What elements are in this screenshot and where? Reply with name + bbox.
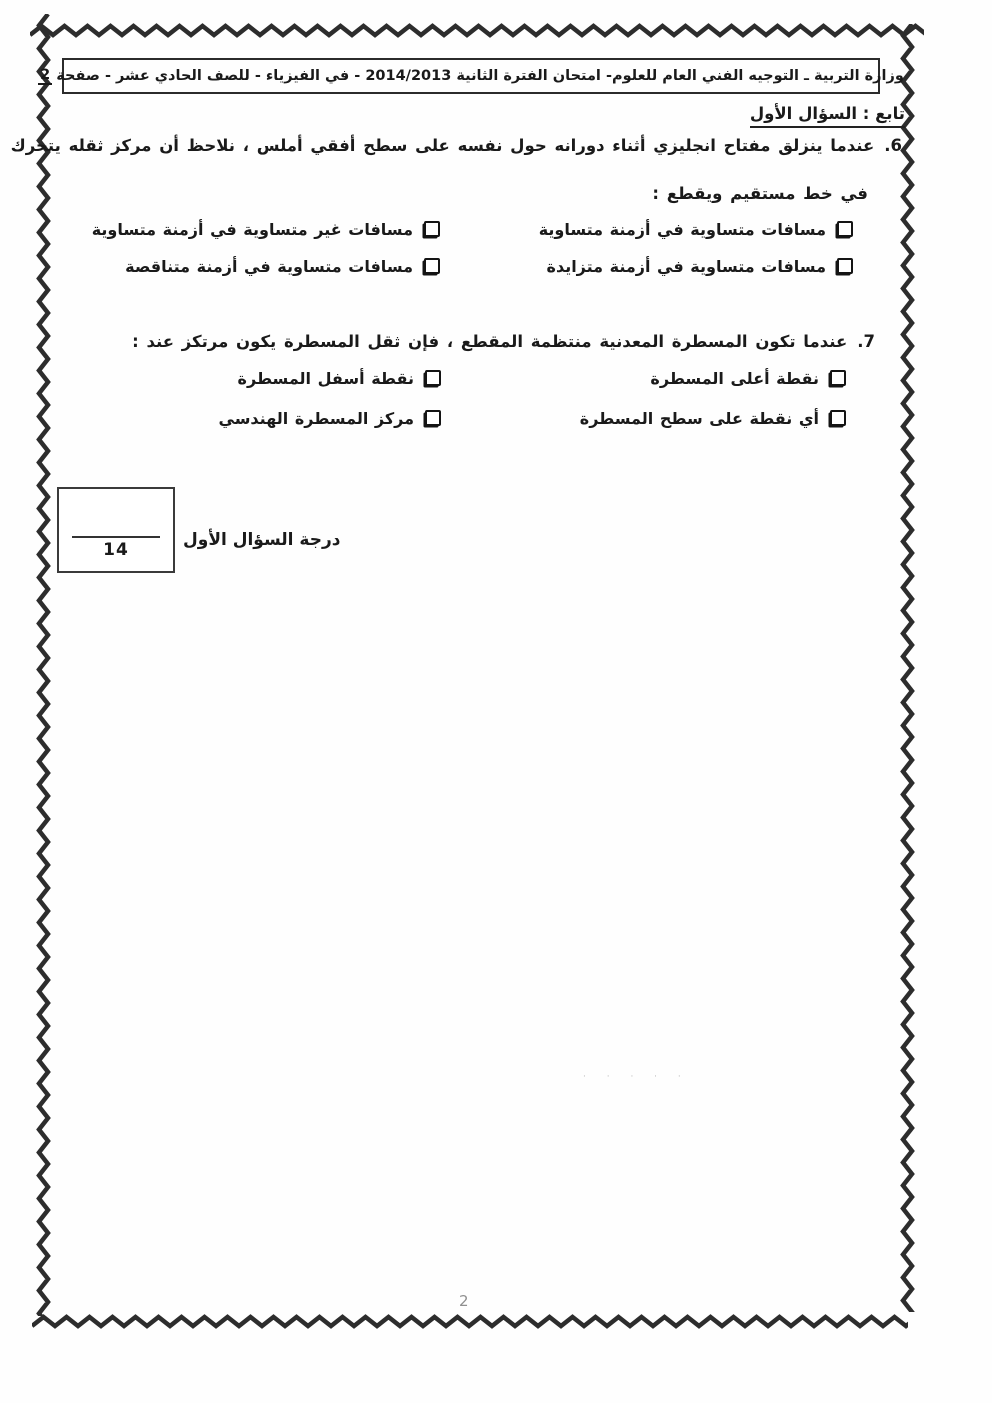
- question-7-text: عندما تكون المسطرة المعدنية منتظمة المقطع ، فإن ثقل المسطرة يكون مرتكز عند :: [132, 332, 848, 351]
- question-7-stem: [132, 332, 875, 351]
- q7-option-a: [650, 369, 846, 388]
- q6-option-c-label: مسافات متساوية في أزمنة متزايدة: [546, 257, 826, 276]
- zigzag-border-right: [892, 24, 920, 1312]
- q7-option-b: [238, 369, 441, 388]
- q7-option-d: [219, 409, 442, 428]
- question-6-stem-line-1: [11, 136, 902, 155]
- q6-option-a: [539, 220, 853, 239]
- question-6-number: 6.: [884, 136, 902, 155]
- header-page-number: 2: [40, 67, 51, 83]
- score-box: [57, 487, 175, 573]
- checkbox-icon: [837, 258, 853, 274]
- checkbox-icon: [830, 370, 846, 386]
- q7-option-b-label: نقطة أسفل المسطرة: [237, 369, 414, 388]
- checkbox-icon: [424, 221, 440, 237]
- exam-header-box: [40, 58, 904, 94]
- q7-option-d-label: مركز المسطرة الهندسي: [218, 409, 414, 428]
- scan-speck-artifacts: · · · · ·: [583, 1072, 690, 1082]
- continued-question-heading: تابع : السؤال الأول: [750, 104, 905, 128]
- q6-option-b-label: مسافات غير متساوية في أزمنة متساوية: [91, 220, 413, 239]
- checkbox-icon: [425, 410, 441, 426]
- q6-option-b: [92, 220, 440, 239]
- score-label: درجة السؤال الأول: [183, 530, 341, 550]
- exam-header-text: وزارة التربية ـ التوجيه الفني العام للعلوم- امتحان الفترة الثانية 2014/2013 - في الفيزياء - للصف الحادي عشر - صفحة: [56, 68, 904, 84]
- question-6-text: عندما ينزلق مفتاح انجليزي أثناء دورانه حول نفسه على سطح أفقي أملس ، نلاحظ أن مركز ثقله يتحرك: [10, 136, 875, 155]
- question-7-number: 7.: [857, 332, 875, 351]
- checkbox-icon: [425, 370, 441, 386]
- question-6-stem-line-2: في خط مستقيم ويقطع :: [652, 184, 868, 203]
- score-value: 14: [103, 540, 129, 560]
- score-box-divider-line: [72, 536, 160, 538]
- zigzag-border-top: [30, 16, 924, 42]
- q6-option-d-label: مسافات متساوية في أزمنة متناقصة: [125, 257, 413, 276]
- zigzag-border-bottom: [32, 1305, 908, 1333]
- footer-page-number: 2: [459, 1292, 469, 1310]
- checkbox-icon: [424, 258, 440, 274]
- q6-option-a-label: مسافات متساوية في أزمنة متساوية: [538, 220, 826, 239]
- q7-option-a-label: نقطة أعلى المسطرة: [650, 369, 819, 388]
- checkbox-icon: [830, 410, 846, 426]
- q7-option-c-label: أي نقطة على سطح المسطرة: [579, 409, 819, 428]
- q6-option-c: [547, 257, 854, 276]
- checkbox-icon: [837, 221, 853, 237]
- q6-option-d: [125, 257, 440, 276]
- zigzag-border-left: [28, 14, 56, 1316]
- q7-option-c: [580, 409, 846, 428]
